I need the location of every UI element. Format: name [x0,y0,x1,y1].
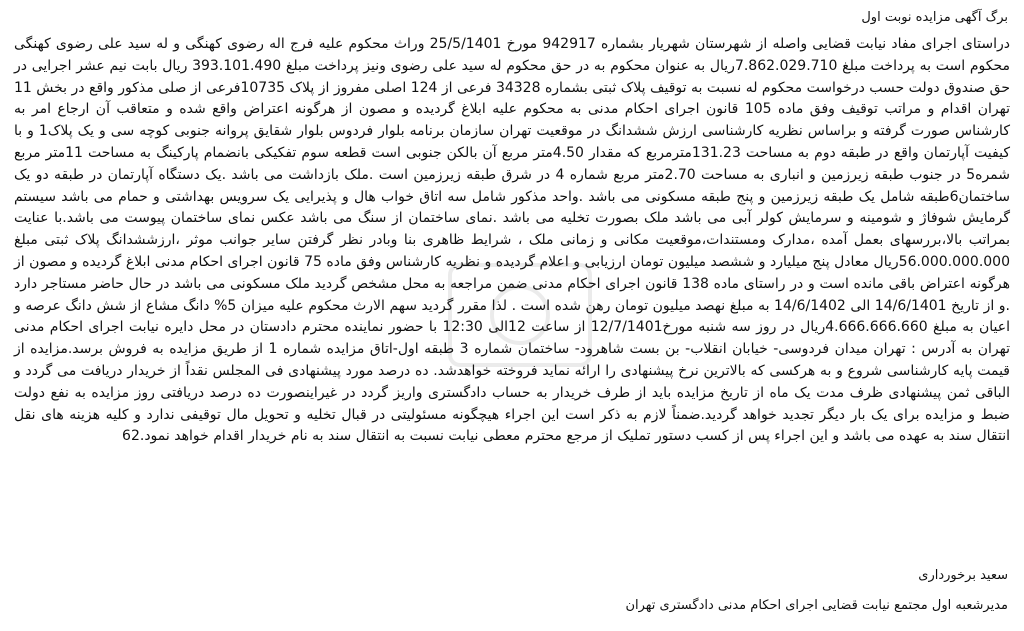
notice-title: برگ آگهی مزایده نوبت اول [861,10,1008,25]
notice-body: دراستای اجرای مفاد نیابت قضایی واصله از شهرستان شهریار بشماره 942917 مورخ 25/5/1401 وراث محکوم علیه فرج اله رضوی کهنگی و له سید علی رضوی کهنگی محکوم است به پرداخت مبلغ 7.862.029.710ریال به عنوان محکوم به در حق محکوم له سید علی رضوی ونیز پرداخت مبلغ 393.101.490 ریال بابت نیم عشر اجرایی در حق صندوق دولت حسب درخواست محکوم له نسبت به توقیف پلاک ثبتی بشماره 34328 فرعی از 124 اصلی مفروز از پلاک 10735فرعی از صلی مذکور واقع در بخش 11 تهران اقدام و مراتب توقیف وفق ماده 105 قانون اجرای احکام مدنی به محکوم علیه ابلاغ گردیده و مصون از هرگونه اعتراض واقع شده و متعاقب آن ارجاع امر به کارشناس صورت گرفته و براساس نظریه کارشناسی ارزش ششدانگ در موقعیت تهران سازمان برنامه بلوار فردوس بلوار شقایق پروانه جنوبی کوچه سی و یک پلاک1 و با کیفیت آپارتمان واقع در طبقه دوم به مساحت 131.23مترمربع که مقدار 4.50متر مربع آن بالکن جنوبی است قطعه سوم تفکیکی بانضمام پارکینگ به مساحت 11متر مربع شمره5 در جنوب طبقه زیرزمین و انباری به مساحت 2.70متر مربع شماره 4 در شرق طبقه زیرزمین است .ملک بازداشت می باشد .یک دستگاه آپارتمان در طبقه دو یک ساختمان6طبقه شامل یک طبقه زیرزمین و پنج طبقه مسکونی می باشد .واحد مذکور شامل سه اتاق خواب هال و پذیرایی یک سرویس بهداشتی و حمام می باشد سیستم گرمایش شوفاژ و شومینه و سرمایش کولر آبی می باشد ملک بصورت تخلیه می باشد .نمای ساختمان از سنگ می باشد عکس نمای ساختمان پیوست می باشد.با عنایت بمراتب بالا،بررسهای بعمل آمده ،مدارک ومستندات،موقعیت مکانی و زمانی ملک ، شرایط ظاهری بنا وبادر نظر گرفتن سایر جوانب موثر ،ارزششدانگ پلاک ثبتی مبلغ 56.000.000.000ریال معادل پنج میلیارد و ششصد میلیون تومان ارزیابی و اعلام گردیده و نظریه کارشناس وفق ماده 75 قانون اجرای احکام مدنی ابلاغ گردیده و مصون از هرگونه اعتراض باقی مانده است و در راستای ماده 138 قانون اجرای احکام مدنی ضمن مراجعه به محل مشخص گردید ملک مسکونی می باشد در حال حاضر مستاجر دارد .و از تاریخ 14/6/1401 الی 14/6/1402 به مبلغ نهصد میلیون تومان رهن شده است . لذا مقرر گردید سهم الارث محکوم علیه میزان 5% دانگ مشاع از شش دانگ عرصه و اعیان به مبلغ 4.666.666.660ریال در روز سه شنبه مورخ12/7/1401 از ساعت 12الی 12:30 با حضور نماینده محترم دادستان در محل دایره نیابت اجرای احکام مدنی تهران به آدرس : تهران میدان فردوسی- خیابان انقلاب- بن بست شاهرود- ساختمان شماره 3 طبقه اول-اتاق مزایده شماره 1 از طریق مزایده به فروش برسد.مزایده از قیمت پایه کارشناسی شروع و به هرکسی که بالاترین نرخ پیشنهادی را ارائه نماید فروخته خواهدشد. ده درصد مورد پیشنهادی فی المجلس نقداً از خریدار دریافت می گردد و الباقی ثمن پیشنهادی ظرف مدت یک ماه از تاریخ مزایده باید از طرف خریدار به حساب دادگستری واریز گردد در غیراینصورت ده درصد دریافتی روز مزایده به نفع دولت ضبط و مزایده برای یک بار دیگر تجدید خواهد گردید.ضمناً لازم به ذکر است این اجراء هیچگونه مسئولیتی در قبال تخلیه و تحویل مال توقیفی ندارد و کلیه هزینه های نقل انتقال سند به عهده می باشد و این اجراء پس از کسب دستور تملیک از مرجع محترم معطی نیابت نسبت به انتقال سند به نام خریدار اقدام خواهد نمود.62 [14,36,1010,445]
signatory-role: مدیرشعبه اول مجتمع نیابت قضایی اجرای احکام مدنی دادگستری تهران [625,598,1008,613]
signatory-name: سعید برخورداری [918,568,1008,583]
